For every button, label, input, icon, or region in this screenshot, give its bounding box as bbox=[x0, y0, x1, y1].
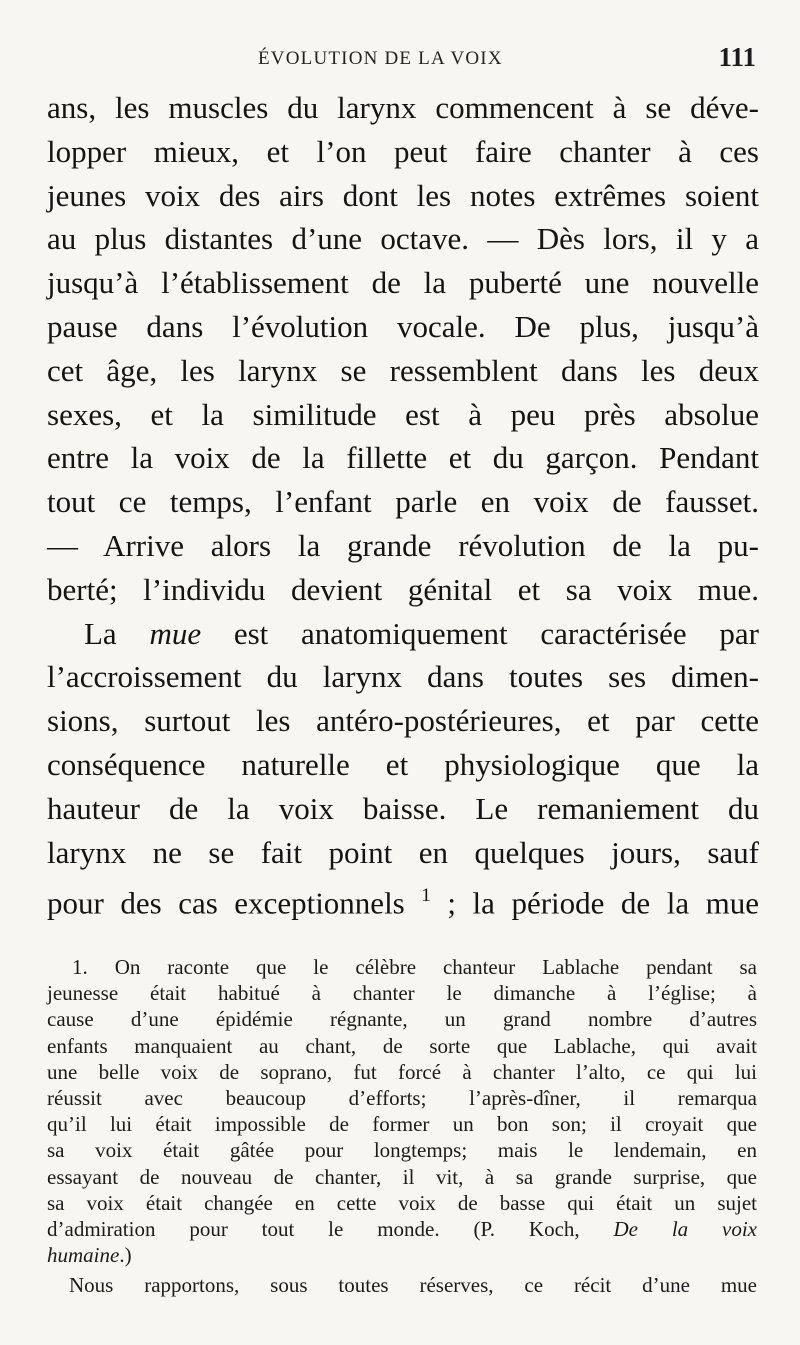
footnote-line: jeunesse était habitué à chanter le dimanche à l’église; à bbox=[47, 981, 757, 1006]
text-line bbox=[47, 874, 759, 925]
citation-title: humaine bbox=[47, 1243, 120, 1268]
text-line: larynx ne se fait point en quelques jours, sauf bbox=[47, 834, 759, 870]
running-title: ÉVOLUTION DE LA VOIX bbox=[258, 48, 503, 69]
text-line: au plus distantes d’une octave. — Dès lors, il y a bbox=[47, 221, 759, 257]
text-line: sexes, et la similitude est à peu près absolue bbox=[47, 396, 759, 432]
paragraph-start-line bbox=[47, 612, 759, 656]
italic-term: mue bbox=[149, 615, 202, 651]
text-line: l’accroissement du larynx dans toutes ses dimen- bbox=[47, 659, 759, 695]
text-fragment: .) bbox=[119, 1243, 132, 1268]
footnote-marker[interactable]: 1 bbox=[421, 885, 431, 907]
text-line: conséquence naturelle et physiologique que la bbox=[47, 746, 759, 782]
text-line: lopper mieux, et l’on peut faire chanter à ces bbox=[47, 133, 759, 169]
footnote-line: sa voix était changée en cette voix de basse qui était un sujet bbox=[47, 1190, 757, 1215]
text-fragment: La bbox=[84, 615, 150, 651]
footnote-line: Nous rapportons, sous toutes réserves, ce récit d’une mue bbox=[69, 1273, 757, 1298]
footnote-line: enfants manquaient au chant, de sorte que Lablache, qui avait bbox=[47, 1033, 757, 1058]
footnote-citation-line bbox=[47, 1216, 757, 1242]
citation-title: De la voix bbox=[613, 1217, 758, 1242]
text-line: hauteur de la voix baisse. Le remaniement du bbox=[47, 790, 759, 826]
footnote-line: une belle voix de soprano, fut forcé à chanter l’alto, ce qui lui bbox=[47, 1059, 757, 1084]
footnote-line: réussit avec beaucoup d’efforts; l’après-dîner, il remarqua bbox=[47, 1086, 757, 1111]
text-line: tout ce temps, l’enfant parle en voix de fausset. bbox=[47, 484, 759, 520]
main-text bbox=[47, 86, 759, 926]
page-number: 111 bbox=[718, 42, 756, 72]
text-line: ans, les muscles du larynx commencent à se déve- bbox=[47, 90, 759, 125]
footnote-citation-end bbox=[47, 1242, 757, 1268]
text-line: jeunes voix des airs dont les notes extrêmes soient bbox=[47, 177, 759, 213]
text-fragment: d’admiration pour tout le monde. (P. Koch, bbox=[47, 1217, 614, 1242]
text-line: sions, surtout les antéro-postérieures, et par cette bbox=[47, 703, 759, 739]
text-line: — Arrive alors la grande révolution de la pu- bbox=[47, 527, 759, 563]
text-fragment: pour des cas exceptionnels bbox=[47, 885, 422, 921]
text-line: jusqu’à l’établissement de la puberté une nouvelle bbox=[47, 265, 759, 301]
footnote-line: essayant de nouveau de chanter, il vit, à sa grande surprise, que bbox=[47, 1164, 757, 1189]
text-fragment: est anatomiquement caractérisée par bbox=[201, 615, 759, 651]
text-line: cet âge, les larynx se ressemblent dans les deux bbox=[47, 352, 759, 388]
footnote-line: sa voix était gâtée pour longtemps; mais le lendemain, en bbox=[47, 1138, 757, 1163]
footnote-line: 1. On raconte que le célèbre chanteur Lablache pendant sa bbox=[72, 955, 757, 979]
footnotes bbox=[47, 954, 757, 1299]
running-head bbox=[0, 42, 800, 76]
footnote-line: qu’il lui était impossible de former un bon son; il croyait que bbox=[47, 1112, 757, 1137]
footnote-line: cause d’une épidémie régnante, un grand nombre d’autres bbox=[47, 1007, 757, 1032]
text-line: entre la voix de la fillette et du garçon. Pendant bbox=[47, 440, 759, 476]
text-line: berté; l’individu devient génital et sa voix mue. bbox=[47, 571, 759, 607]
text-line: pause dans l’évolution vocale. De plus, jusqu’à bbox=[47, 308, 759, 344]
text-fragment: ; la période de la mue bbox=[430, 885, 759, 921]
